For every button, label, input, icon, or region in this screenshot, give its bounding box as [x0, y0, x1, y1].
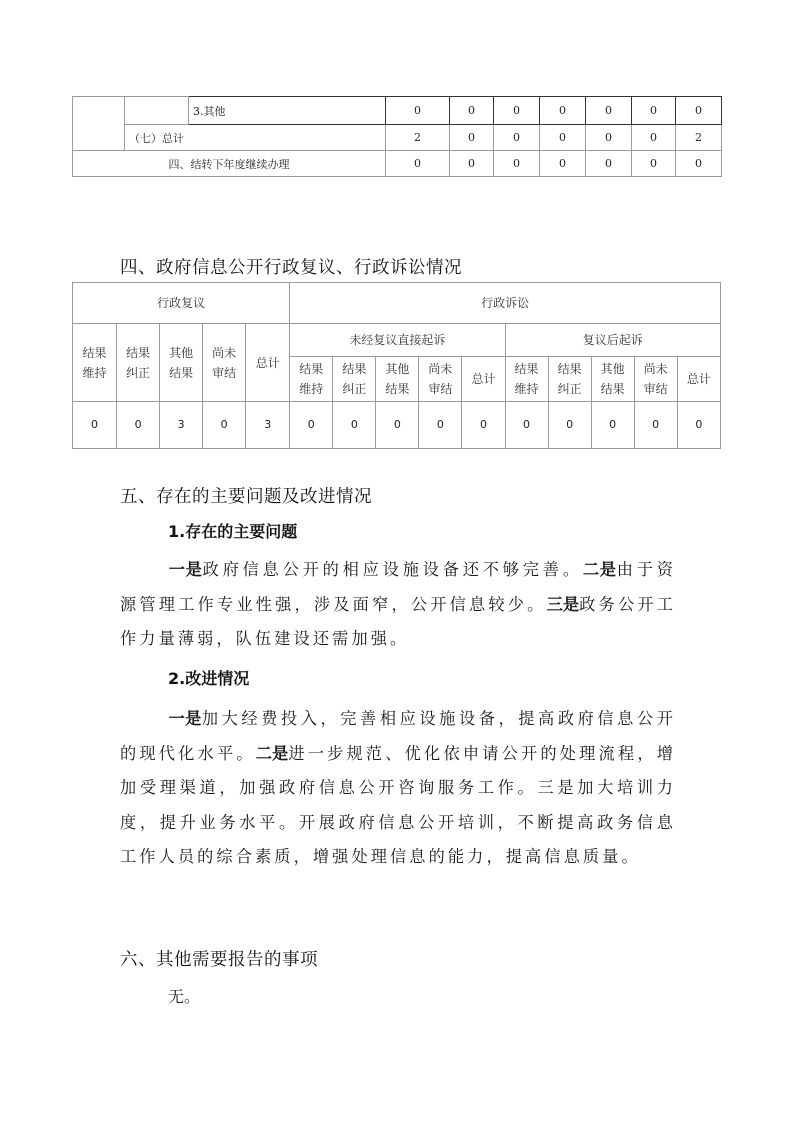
cell-value: 0 [632, 97, 676, 125]
header-review-pending: 尚未 审结 [203, 324, 246, 402]
cell-value: 2 [676, 125, 722, 151]
bold-lead: 一是 [168, 709, 202, 728]
header-after-total: 总计 [677, 357, 720, 402]
cell-value: 0 [450, 97, 494, 125]
bold-lead: 二是 [255, 743, 289, 763]
statistics-table-continuation [72, 96, 722, 177]
cell-value: 0 [505, 402, 548, 449]
cell-value: 0 [450, 151, 494, 177]
header-review-total: 总计 [246, 324, 290, 402]
cell-value: 0 [73, 402, 117, 449]
cell-value: 0 [591, 402, 634, 449]
cell-value: 0 [462, 402, 505, 449]
cell-value: 0 [290, 402, 333, 449]
cell-value: 0 [386, 151, 450, 177]
header-after-pending: 尚未 审结 [634, 357, 677, 402]
bold-lead: 二是 [582, 560, 617, 579]
empty-cell [73, 97, 125, 151]
row-label: 四、结转下年度继续办理 [73, 151, 386, 177]
table-row [73, 125, 722, 151]
cell-value: 3 [246, 402, 290, 449]
header-admin-review: 行政复议 [73, 283, 290, 324]
cell-value: 0 [419, 402, 462, 449]
cell-value: 0 [386, 97, 450, 125]
cell-value: 2 [386, 125, 450, 151]
cell-value: 0 [676, 151, 722, 177]
header-after-maintain: 结果 维持 [505, 357, 548, 402]
header-direct-maintain: 结果 维持 [290, 357, 333, 402]
header-direct-correct: 结果 纠正 [333, 357, 376, 402]
subsection-2-title: 2.改进情况 [168, 669, 250, 688]
cell-value: 0 [540, 151, 586, 177]
header-review-correct: 结果 纠正 [117, 324, 160, 402]
cell-value: 0 [540, 97, 586, 125]
header-review-other: 其他 结果 [160, 324, 203, 402]
header-review-maintain: 结果 维持 [73, 324, 117, 402]
row-label: （七）总计 [125, 125, 386, 151]
header-after-correct: 结果 纠正 [548, 357, 591, 402]
cell-value: 0 [586, 151, 632, 177]
section-6-body: 无。 [168, 987, 201, 1006]
review-litigation-table [72, 282, 721, 449]
cell-value: 0 [586, 97, 632, 125]
cell-value: 0 [494, 97, 540, 125]
table-header-row [73, 324, 721, 357]
cell-value: 0 [634, 402, 677, 449]
improvements-paragraph: 一是加大经费投入，完善相应设施设备，提高政府信息公开的现代化水平。二是进一步规范、优化依申请公开的处理流程，增加受理渠道，加强政府信息公开咨询服务工作。三是加大培训力度，提升业务水平。开展政府信息公开培训，不断提高政务信息工作人员的综合素质，增强处理信息的能力，提高信息质量。 [120, 709, 677, 866]
cell-value: 0 [494, 125, 540, 151]
cell-value: 0 [676, 97, 722, 125]
subsection-1-title: 1.存在的主要问题 [168, 522, 298, 541]
cell-value: 0 [632, 151, 676, 177]
header-direct-other: 其他 结果 [376, 357, 419, 402]
cell-value: 0 [548, 402, 591, 449]
row-label: 3.其他 [189, 97, 386, 125]
cell-value: 3 [160, 402, 203, 449]
cell-value: 0 [586, 125, 632, 151]
header-direct-pending: 尚未 审结 [419, 357, 462, 402]
cell-value: 0 [117, 402, 160, 449]
empty-cell [125, 97, 189, 125]
cell-value: 0 [494, 151, 540, 177]
cell-value: 0 [677, 402, 720, 449]
header-admin-litigation: 行政诉讼 [290, 283, 721, 324]
header-after-review-suit: 复议后起诉 [505, 324, 721, 357]
section-6-title: 六、其他需要报告的事项 [120, 950, 318, 970]
bold-lead: 三是 [546, 594, 580, 614]
cell-value: 0 [450, 125, 494, 151]
table-row [73, 97, 722, 125]
bold-lead: 一是 [168, 560, 203, 579]
table-row [73, 402, 721, 449]
problems-paragraph: 一是政府信息公开的相应设施设备还不够完善。二是由于资源管理工作专业性强，涉及面窄，公开信息较少。三是政务公开工作力量薄弱，队伍建设还需加强。 [120, 560, 677, 648]
cell-value: 0 [333, 402, 376, 449]
header-direct-suit: 未经复议直接起诉 [290, 324, 505, 357]
table-header-row [73, 283, 721, 324]
cell-value: 0 [632, 125, 676, 151]
cell-value: 0 [540, 125, 586, 151]
cell-value: 0 [376, 402, 419, 449]
section-4-title: 四、政府信息公开行政复议、行政诉讼情况 [120, 258, 462, 278]
table-row [73, 151, 722, 177]
header-direct-total: 总计 [462, 357, 505, 402]
cell-value: 0 [203, 402, 246, 449]
section-5-title: 五、存在的主要问题及改进情况 [120, 487, 372, 507]
header-after-other: 其他 结果 [591, 357, 634, 402]
